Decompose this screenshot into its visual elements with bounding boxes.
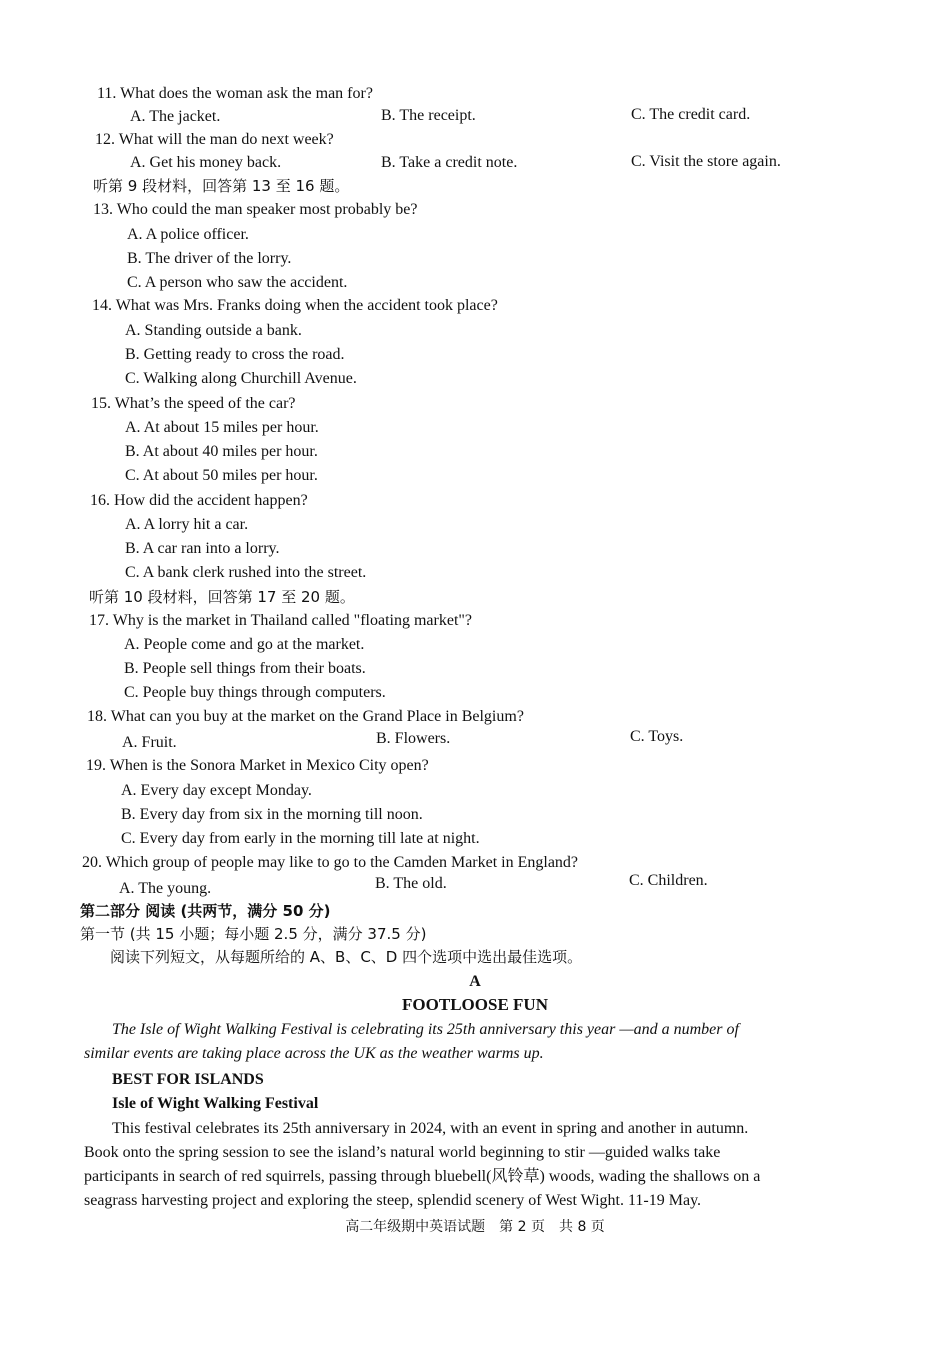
question-20-option-a: A. The young. <box>119 880 212 897</box>
question-17-option-a: A. People come and go at the market. <box>124 636 365 653</box>
question-13-option-c: C. A person who saw the accident. <box>127 274 348 291</box>
section-one-title: 第一节 (共 15 小题；每小题 2.5 分，满分 37.5 分) <box>80 925 427 943</box>
question-17-option-b: B. People sell things from their boats. <box>124 660 366 677</box>
reading-direction: 阅读下列短文，从每题所给的 A、B、C、D 四个选项中选出最佳选项。 <box>110 948 583 966</box>
question-15-option-c: C. At about 50 miles per hour. <box>125 467 318 484</box>
instruction-segment-10: 听第 10 段材料，回答第 17 至 20 题。 <box>89 588 355 606</box>
passage-intro-line-1: The Isle of Wight Walking Festival is celebrating its 25th anniversary this year —and a number of <box>112 1021 739 1038</box>
question-19-stem: 19. When is the Sonora Market in Mexico City open? <box>86 757 429 774</box>
passage-letter: A <box>469 973 481 990</box>
body-line-1: This festival celebrates its 25th anniversary in 2024, with an event in spring and another in autumn. <box>112 1120 749 1137</box>
question-20-option-c: C. Children. <box>629 872 708 889</box>
question-14-option-b: B. Getting ready to cross the road. <box>125 346 345 363</box>
question-19-option-b: B. Every day from six in the morning till noon. <box>121 806 423 823</box>
section-heading: BEST FOR ISLANDS <box>112 1071 264 1088</box>
question-18-option-b: B. Flowers. <box>376 730 451 747</box>
question-16-stem: 16. How did the accident happen? <box>90 492 308 509</box>
question-15-option-b: B. At about 40 miles per hour. <box>125 443 318 460</box>
question-11-option-b: B. The receipt. <box>381 107 476 124</box>
question-18-option-a: A. Fruit. <box>122 734 177 751</box>
question-19-option-a: A. Every day except Monday. <box>121 782 312 799</box>
question-18-option-c: C. Toys. <box>630 728 684 745</box>
question-18-stem: 18. What can you buy at the market on the Grand Place in Belgium? <box>87 708 524 725</box>
question-12-option-a: A. Get his money back. <box>130 154 282 171</box>
question-13-option-a: A. A police officer. <box>127 226 249 243</box>
instruction-segment-9: 听第 9 段材料，回答第 13 至 16 题。 <box>93 177 350 195</box>
question-16-option-b: B. A car ran into a lorry. <box>125 540 280 557</box>
passage-intro-line-2: similar events are taking place across the UK as the weather warms up. <box>84 1045 544 1062</box>
question-17-stem: 17. Why is the market in Thailand called "floating market"? <box>89 612 473 629</box>
question-16-option-a: A. A lorry hit a car. <box>125 516 249 533</box>
body-line-3: participants in search of red squirrels, passing through bluebell(风铃草) woods, wading the shallows on a <box>84 1168 761 1185</box>
question-14-option-c: C. Walking along Churchill Avenue. <box>125 370 357 387</box>
question-19-option-c: C. Every day from early in the morning till late at night. <box>121 830 480 847</box>
part-two-title: 第二部分 阅读 (共两节，满分 50 分) <box>80 902 331 920</box>
question-14-stem: 14. What was Mrs. Franks doing when the accident took place? <box>92 297 498 314</box>
question-15-option-a: A. At about 15 miles per hour. <box>125 419 319 436</box>
page-footer: 高二年级期中英语试题 第 2 页 共 8 页 <box>345 1219 605 1235</box>
question-11-stem: 11. What does the woman ask the man for? <box>97 85 373 102</box>
body-line-4: seagrass harvesting project and exploring the steep, splendid scenery of West Wight. 11-19 May. <box>84 1192 702 1209</box>
question-12-option-b: B. Take a credit note. <box>381 154 518 171</box>
festival-subheading: Isle of Wight Walking Festival <box>112 1095 319 1112</box>
question-14-option-a: A. Standing outside a bank. <box>125 322 302 339</box>
question-13-stem: 13. Who could the man speaker most probably be? <box>93 201 418 218</box>
question-20-stem: 20. Which group of people may like to go to the Camden Market in England? <box>82 854 579 871</box>
question-11-option-c: C. The credit card. <box>631 106 751 123</box>
question-12-option-c: C. Visit the store again. <box>631 153 781 170</box>
question-13-option-b: B. The driver of the lorry. <box>127 250 292 267</box>
question-17-option-c: C. People buy things through computers. <box>124 684 386 701</box>
passage-title: FOOTLOOSE FUN <box>402 995 548 1014</box>
question-20-option-b: B. The old. <box>375 875 447 892</box>
question-11-option-a: A. The jacket. <box>130 108 221 125</box>
question-15-stem: 15. What’s the speed of the car? <box>91 395 296 412</box>
body-line-2: Book onto the spring session to see the island’s natural world beginning to stir —guided walks take <box>84 1144 721 1161</box>
question-12-stem: 12. What will the man do next week? <box>95 131 334 148</box>
question-16-option-c: C. A bank clerk rushed into the street. <box>125 564 367 581</box>
